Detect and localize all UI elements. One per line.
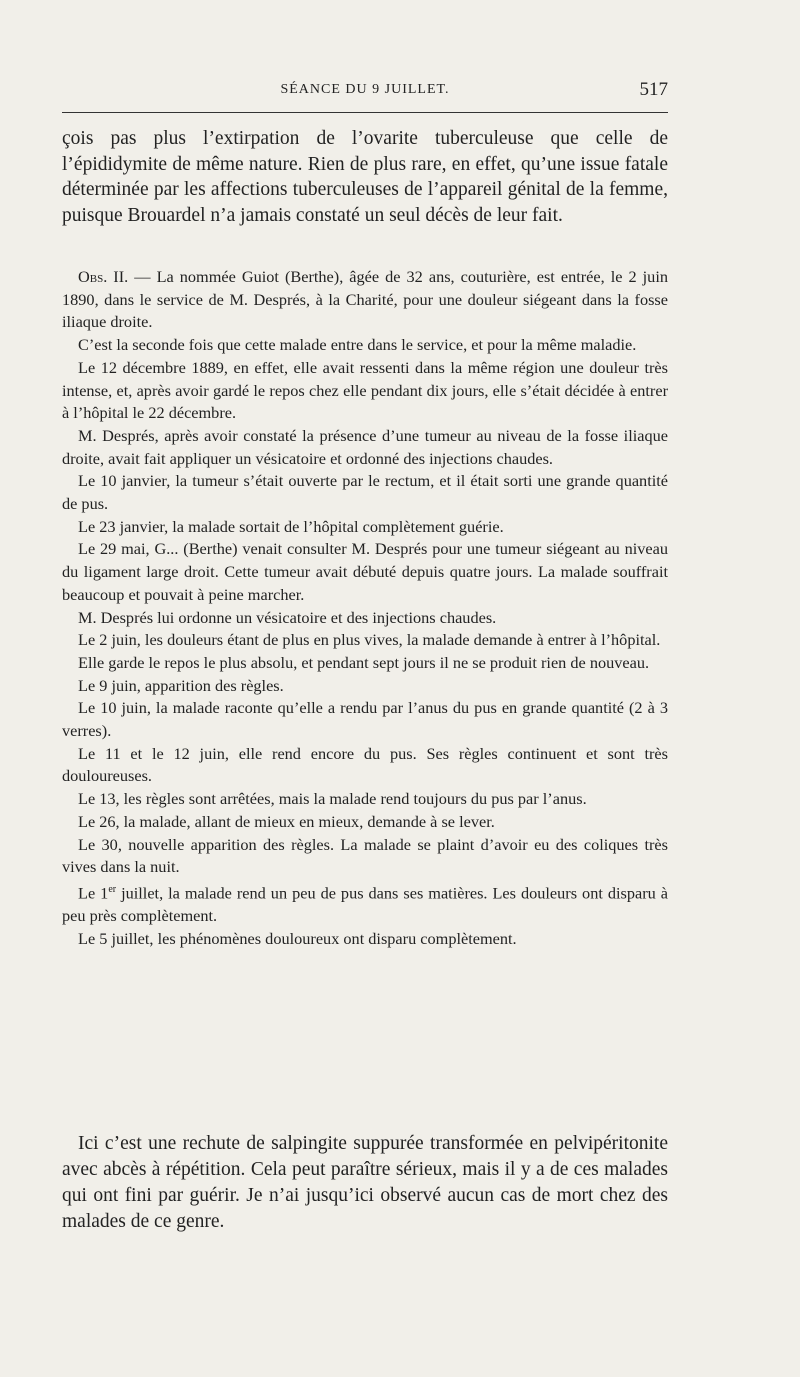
observation-paragraph — [62, 266, 668, 334]
observation-paragraph: Le 11 et le 12 juin, elle rend encore du pus. Ses règles continuent et sont très douloureuses. — [62, 743, 668, 786]
observation-paragraph: Le 5 juillet, les phénomènes douloureux ont disparu complètement. — [78, 928, 517, 948]
closing-paragraph — [62, 1131, 668, 1235]
observation-paragraph: Le 10 janvier, la tumeur s’était ouverte par le rectum, et il était sorti une grande quantité de pus. — [62, 471, 668, 514]
observation-block — [62, 266, 668, 951]
observation-paragraph: Le 23 janvier, la malade sortait de l’hôpital complètement guérie. — [78, 516, 504, 536]
header-rule — [62, 112, 668, 113]
observation-paragraph: Le 10 juin, la malade raconte qu’elle a rendu par l’anus du pus en grande quantité (2 à 3 verres). — [62, 698, 668, 741]
page-header — [62, 80, 668, 104]
observation-paragraph: Le 30, nouvelle apparition des règles. La malade se plaint d’avoir eu des coliques très vives dans la nuit. — [62, 834, 668, 877]
july1-superscript: er — [108, 883, 117, 895]
observation-paragraph: Le 29 mai, G... (Berthe) venait consulter M. Després pour une tumeur siégeant au niveau du ligament large droit. Cette tumeur avait débuté depuis quatre jours. La malade souffrait beaucoup et pouvait à peine marcher. — [62, 539, 668, 604]
observation-paragraph: Le 13, les règles sont arrêtées, mais la malade rend toujours du pus par l’anus. — [78, 789, 587, 809]
observation-paragraph: Le 2 juin, les douleurs étant de plus en plus vives, la malade demande à entrer à l’hôpital. — [78, 630, 661, 650]
observation-paragraph: M. Després, après avoir constaté la présence d’une tumeur au niveau de la fosse iliaque droite, avait fait appliquer un vésicatoire et ordonné des injections chaudes. — [62, 425, 668, 468]
observation-paragraph: Elle garde le repos le plus absolu, et pendant sept jours il ne se produit rien de nouveau. — [78, 652, 650, 672]
running-title: SÉANCE DU 9 JUILLET. — [280, 82, 450, 97]
continuation-paragraph — [62, 126, 668, 228]
observation-paragraph: M. Després lui ordonne un vésicatoire et des injections chaudes. — [78, 607, 497, 627]
july1-text: juillet, la malade rend un peu de pus dans ses matières. Les douleurs ont disparu à peu près complètement. — [62, 883, 668, 926]
closing-text: Ici c’est une rechute de salpingite suppurée transformée en pelvipéritonite avec abcès à répétition. Cela peut paraître sérieux, mais il y a de ces malades qui ont fini par guérir. Je n’ai jusqu’ici observé aucun cas de mort chez des malades de ce genre. — [62, 1133, 668, 1232]
observation-paragraph: C’est la seconde fois que cette malade entre dans le service, et pour la même maladie. — [78, 335, 637, 355]
observation-paragraph: Le 9 juin, apparition des règles. — [78, 675, 284, 695]
continuation-text: çois pas plus l’extirpation de l’ovarite tuberculeuse que celle de l’épididymite de même nature. Rien de plus rare, en effet, qu’une issue fatale déterminée par les affections tuberculeuses de l’appareil génital de la femme, puisque Brouardel n’a jamais constaté un seul décès de leur fait. — [62, 128, 668, 226]
july1-prefix: Le 1 — [78, 883, 109, 903]
observation-paragraph-july1 — [62, 879, 668, 928]
observation-lead: Obs. II. — [78, 267, 129, 286]
observation-paragraph: Le 26, la malade, allant de mieux en mieux, demande à se lever. — [78, 811, 495, 831]
page-number: 517 — [639, 79, 668, 100]
observation-paragraph: Le 12 décembre 1889, en effet, elle avait ressenti dans la même région une douleur très intense, et, après avoir gardé le repos chez elle pendant dix jours, elle s’était décidée à entrer à l’hôpital le 22 décembre. — [62, 357, 668, 423]
observation-text: — La nommée Guiot (Berthe), âgée de 32 ans, couturière, est entrée, le 2 juin 1890, dans le service de M. Després, à la Charité, pour une douleur siégeant dans la fosse iliaque droite. — [62, 267, 668, 332]
